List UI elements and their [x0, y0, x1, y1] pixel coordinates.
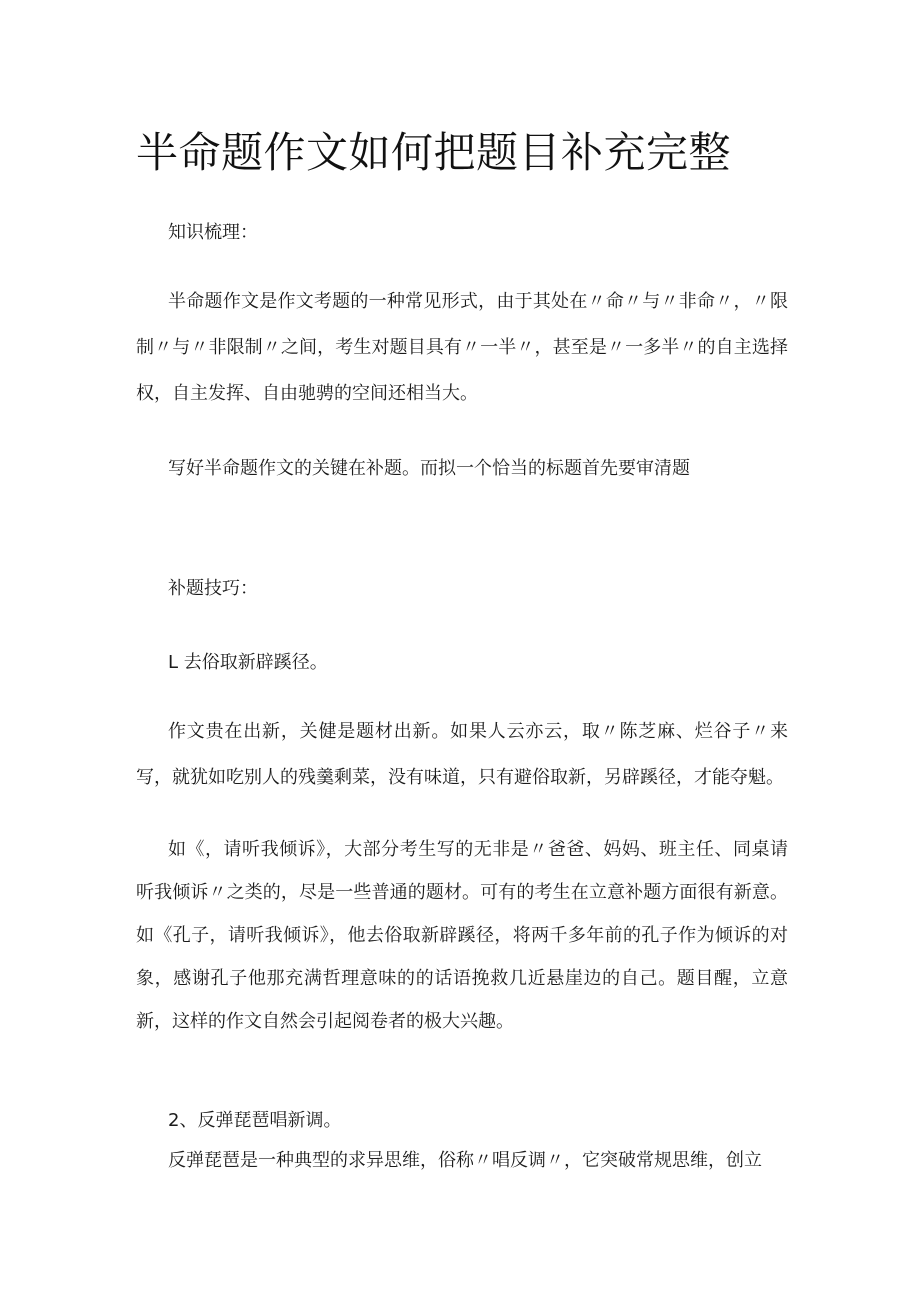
- tip2-paragraph-1: 反弹琵琶是一种典型的求异思维，俗称〃唱反调〃，它突破常规思维，创立: [168, 1150, 762, 1171]
- key-paragraph: 写好半命题作文的关键在补题。而拟一个恰当的标题首先要审清题: [168, 458, 690, 479]
- intro-paragraph: 半命题作文是作文考题的一种常见形式，由于其处在〃命〃与〃非命〃，〃限制〃与〃非限制〃之间，考生对题目具有〃一半〃，甚至是〃一多半〃的自主选择权，自主发挥、自由驰骋的空间还相当大。: [136, 291, 788, 404]
- tip1-paragraph-2: 如《，请听我倾诉》，大部分考生写的无非是〃爸爸、妈妈、班主任、同桌请听我倾诉〃之类的，尽是一些普通的题材。可有的考生在立意补题方面很有新意。如《孔子，请听我倾诉》，他去俗取新辟蹊径，将两千多年前的孔子作为倾诉的对象，感谢孔子他那充满哲理意味的的话语挽救几近悬崖边的自己。题目醒，立意新，这样的作文自然会引起阅卷者的极大兴趣。: [136, 839, 788, 1032]
- tip2-heading: 2、反弹琵琶唱新调。: [168, 1110, 342, 1131]
- tips-heading: 补题技巧：: [168, 578, 258, 599]
- document-title: 半命题作文如何把题目补充完整: [136, 128, 732, 177]
- tip1-heading: L 去俗取新辟蹊径。: [168, 652, 328, 673]
- tip1-paragraph-1: 作文贵在出新，关健是题材出新。如果人云亦云，取〃陈芝麻、烂谷子〃来写，就犹如吃别人的残羹剩菜，没有味道，只有避俗取新，另辟蹊径，才能夺魁。: [136, 721, 788, 788]
- knowledge-heading: 知识梳理：: [168, 222, 258, 243]
